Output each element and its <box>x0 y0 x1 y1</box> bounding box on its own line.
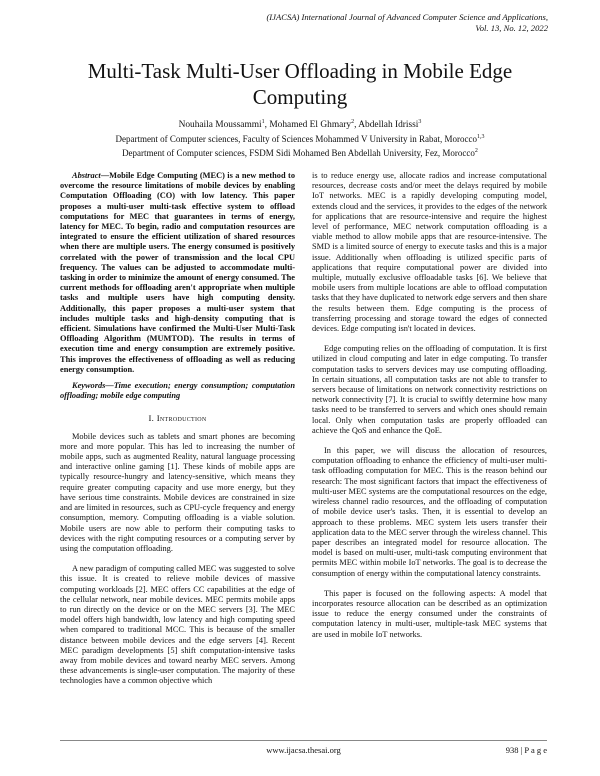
journal-volume: Vol. 13, No. 12, 2022 <box>475 23 548 33</box>
paragraph: In this paper, we will discuss the allocation of resources, computation offloading to enhance the efficiency of multi-user multi-task offloading computation for MEC. This is the reason behind our research: The most significant factors that impact the effectiveness of multi-user MEC systems are the computational resources on the edge, wireless channel radio resources, and the offloading of computation of mobile device user's tasks. Then, it is essential to develop an approach to these problems. MEC system lets users transfer their application data to the MEC server through the wireless channel. This paper describes an integrated model for resource allocation. The model is based on multi-user, multi-task computing environment that permits MEC within mobile IoT networks. The goal is to decrease the consumption of energy within the computational latency constraints. <box>312 446 547 578</box>
author-affil-mark: 1 <box>261 118 265 125</box>
affiliation-2 <box>40 147 560 159</box>
paragraph: Mobile devices such as tablets and smart phones are becoming more and more popular. This has led to increasing the number of mobile apps, such as augmented Reality, natural language processing and interactive online gaming [1]. These kinds of mobile apps are typically resource-hungry and latency-sensitive, which means they require greater computing capacity and use more energy, but they have serious time constraints. Mobile devices are constrained in size and are limited in resources, such as CPU-cycle frequency and energy consumption, memory. Computing offloading is a viable solution. Mobile users are now able to perform their computing tasks to devices with the right computing resources or a computing server by using the computation offloading. <box>60 431 295 553</box>
author-name: , Mohamed El Ghmary <box>264 120 352 130</box>
section-heading <box>60 413 295 423</box>
section-number: I. <box>148 413 155 424</box>
affiliation-1 <box>40 133 560 145</box>
author-name: Nouhaila Moussammi <box>178 120 262 130</box>
affiliation-text: Department of Computer sciences, Faculty of Sciences Mohammed V University in Rabat, Morocco <box>115 134 478 144</box>
author-name: , Abdellah Idrissi <box>354 120 419 130</box>
left-column <box>60 171 295 687</box>
author-list <box>40 119 560 131</box>
right-column <box>312 171 547 640</box>
author-affil-mark: 2 <box>351 118 355 125</box>
affiliation-mark: 1,3 <box>477 134 485 140</box>
abstract-text: —Mobile Edge Computing (MEC) is a new method to overcome the resource limitations of mobile devices by enabling Computation Offloading (CO) with low latency. This paper proposes a multi-user multi-task effective system to offload computations for MEC that guarantees in terms of energy, latency for MEC. To begin, radio and computation resources are integrated to ensure the efficient utilization of shared resources when there are multiple users. The energy consumed is positively correlated with the power of transmission and the local CPU frequency. The values can be adjusted to accommodate multi-tasking in order to minimize the amount of energy consumed. The current methods for offloading aren't appropriate when multiple tasks and multiple users have high computing density. Additionally, this paper proposes a multi-user system that includes multiple tasks and high-density computing that is efficient. Simulations have confirmed the Multi-User Multi-Task Offloading Algorithm (MUMTOD). The results in terms of execution time and energy consumption are extremely positive. This improves the effectiveness of offloading as well as reducing energy consumption. <box>60 171 295 374</box>
paragraph: A new paradigm of computing called MEC was suggested to solve this issue. It is created to relieve mobile devices of massive computing workloads [2]. MEC offers CC capabilities at the edge of the cellular network, near mobile devices. MEC permits mobile apps to run directly on the device or on the MEC servers [3]. The MEC model offers high bandwidth, low latency and high computing speed when compared to traditional MCC. This is because of the smaller distance between mobile devices and the edge servers [4]. Recent MEC paradigm developments [5] shift computation-intensive tasks away from mobile devices and toward nearby MEC servers. Among these advancements is single-user computation. The majority of these technologies have a common objective which <box>60 564 295 686</box>
paragraph: Edge computing relies on the offloading of computation. It is first utilized in cloud computing and later in edge computing. To transfer computation tasks to servers devices may use computing offloading. In certain situations, all computation tasks are not able to transfer to servers because of limitations on network connectivity restrictions on network connectivity [7]. It is crucial to swiftly determine how many tasks need to be transferred to servers and which ones should remain local. Only when computation tasks are properly offloaded can achieve the QoS and enhance the QoE. <box>312 344 547 435</box>
journal-url: www.ijacsa.thesai.org <box>266 745 341 755</box>
page-footer <box>60 744 547 756</box>
paragraph: is to reduce energy use, allocate radios and increase computational resources, decrease costs and/or meet the delays required by mobile IoT networks. MEC is a rapidly developing computing model, extends cloud and the services, it provides to the edges of the network for applications that are resource-intensive and require the highest level of performance, MEC network computation offloading is a viable method to allow mobile apps that are resource-intensive. The SMD is a limited source of energy to execute tasks and this is a major issue. Additionally when offloading is utilized specific parts of applications that require computational power are divided into multiple, mutually exclusive offloadable tasks [6]. We believe that mobile users from multiple locations are able to offload computation tasks that they have duplicated to network edge servers and then share the results between them. Edge computing is the process of transferring processing and storage toward the edges of connected devices. Edge computing isn't located in devices. <box>312 171 547 334</box>
paper-title: Multi-Task Multi-User Offloading in Mobile Edge Computing <box>87 59 513 109</box>
journal-name: (IJACSA) International Journal of Advanced Computer Science and Applications, <box>266 12 548 22</box>
affiliation-mark: 2 <box>474 148 478 154</box>
abstract-label: Abstract <box>72 171 101 180</box>
paragraph: This paper is focused on the following aspects: A model that incorporates resource allocation can be described as an optimization issue to reduce the energy consumed under the constraints of computation latency in multi-user, multiple-task MEC systems that are used in mobile IoT networks. <box>312 588 547 639</box>
affiliation-text: Department of Computer sciences, FSDM Sidi Mohamed Ben Abdellah University, Fez, Morocco <box>122 148 475 158</box>
section-title: Introduction <box>156 413 207 424</box>
footer-divider <box>60 740 547 741</box>
page-number: 938 | P a g e <box>505 745 547 755</box>
abstract <box>60 171 295 375</box>
keywords: Keywords—Time execution; energy consumption; computation offloading; mobile edge computing <box>60 381 295 401</box>
author-affil-mark: 3 <box>418 118 422 125</box>
journal-header <box>128 12 548 34</box>
